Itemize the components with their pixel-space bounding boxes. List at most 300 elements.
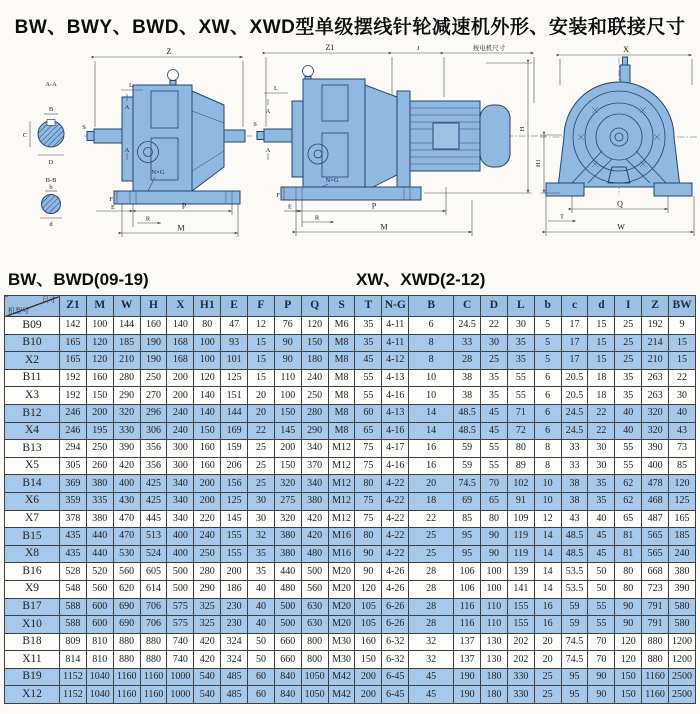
dim-cell: 25 [615, 317, 642, 335]
dim-cell: 480 [301, 545, 328, 563]
dim-cell: M6 [328, 317, 355, 335]
dim-cell: 250 [194, 545, 221, 563]
dim-cell: 565 [642, 545, 669, 563]
dim-cell: 200 [86, 404, 113, 422]
dim-cell: 380 [86, 475, 113, 493]
column-header-BW: BW [669, 296, 696, 317]
dim-cell: 600 [86, 616, 113, 634]
table-row-X11 [5, 651, 696, 669]
dim-cell: 70 [588, 633, 615, 651]
dim-cell: 30 [669, 387, 696, 405]
dim-cell: 90 [274, 334, 301, 352]
dim-cell: 4-22 [382, 545, 409, 563]
dim-Q: Q [617, 199, 623, 209]
cut-A-top: A [124, 104, 130, 111]
drawing-bwd-motor-view [253, 43, 546, 236]
dim-cell: 40 [248, 616, 275, 634]
dim-cell: 8 [534, 457, 561, 475]
dim-cell: 430 [113, 492, 140, 510]
dim-cell: M8 [328, 404, 355, 422]
dimension-table [4, 295, 696, 704]
dim-cell: 4-26 [382, 580, 409, 598]
dim-cell: 202 [507, 651, 534, 669]
dim-cell: 280 [113, 369, 140, 387]
dim-cell: 380 [669, 563, 696, 581]
column-header-D: D [481, 296, 508, 317]
dim-cell: 50 [248, 651, 275, 669]
dim-cell: M20 [328, 563, 355, 581]
dim-cell: 35 [588, 492, 615, 510]
dim-cell: 540 [194, 668, 221, 686]
dim-cell: 18 [588, 387, 615, 405]
dim-cell: 1000 [167, 686, 194, 704]
model-cell: B10 [5, 334, 60, 352]
dim-cell: 214 [642, 334, 669, 352]
dim-cell: 340 [167, 510, 194, 528]
dim-cell: 4-13 [382, 404, 409, 422]
dim-cell: 15 [588, 334, 615, 352]
column-header-Q: Q [301, 296, 328, 317]
dim-cell: 4-16 [382, 457, 409, 475]
dim-cell: 35 [615, 387, 642, 405]
column-header-H: H [140, 296, 167, 317]
dim-cell: 270 [140, 387, 167, 405]
dim-cell: 200 [167, 369, 194, 387]
dim-cell: 1160 [113, 668, 140, 686]
dim-cell: 105 [355, 598, 382, 616]
dim-cell: 740 [167, 651, 194, 669]
dim-cell: 20.5 [561, 387, 588, 405]
dim-cell: 246 [60, 422, 87, 440]
dim-cell: 73 [669, 440, 696, 458]
dim-cell: 105 [355, 616, 382, 634]
dim-cell: 250 [140, 369, 167, 387]
dim-cell: 165 [669, 510, 696, 528]
dim-cell: 4-22 [382, 492, 409, 510]
column-header-b: b [534, 296, 561, 317]
dim-cell: 14 [409, 422, 454, 440]
dim-cell: 119 [507, 545, 534, 563]
dim-cell: 340 [167, 492, 194, 510]
table-row-B13 [5, 440, 696, 458]
dim-cell: 90 [588, 686, 615, 704]
dim-cell: 137 [454, 633, 481, 651]
dim-cell: 6 [409, 317, 454, 335]
column-header-I: I [615, 296, 642, 317]
motor-size-note: 按电机尺寸 [472, 45, 506, 52]
dim-cell: 4-11 [382, 334, 409, 352]
dim-cell: 45 [481, 422, 508, 440]
dim-cell: 250 [301, 387, 328, 405]
dim-cell: 356 [140, 440, 167, 458]
dim-cell: 200 [355, 668, 382, 686]
dim-cell: 190 [140, 334, 167, 352]
dim-cell: 30 [248, 510, 275, 528]
dim-cell: 4-26 [382, 563, 409, 581]
dim-cell: 139 [507, 563, 534, 581]
reducer-drawings-svg [0, 41, 700, 265]
dim-cell: 6-32 [382, 633, 409, 651]
dim-cell: 160 [86, 369, 113, 387]
dim-cell: 275 [274, 492, 301, 510]
dim-cell: 1160 [642, 686, 669, 704]
dim-cell: M20 [328, 598, 355, 616]
model-cell: X6 [5, 492, 60, 510]
dim-cell: 18 [409, 492, 454, 510]
dim-cell: 305 [60, 457, 87, 475]
dim-cell: 280 [194, 563, 221, 581]
dim-cell: 190 [454, 668, 481, 686]
dim-cell: 141 [507, 580, 534, 598]
dim-cell: M12 [328, 492, 355, 510]
dim-R: R [145, 215, 151, 223]
dim-cell: 22 [669, 369, 696, 387]
dim-cell: 470 [113, 528, 140, 546]
dim-cell: 1160 [140, 686, 167, 704]
dim-cell: 106 [454, 563, 481, 581]
dim-E2: E [288, 203, 292, 211]
column-header-S: S [328, 296, 355, 317]
dim-cell: 390 [113, 440, 140, 458]
dim-cell: 588 [60, 616, 87, 634]
dim-L: L [129, 82, 133, 89]
dim-cell: 59 [454, 440, 481, 458]
dim-cell: 20 [248, 404, 275, 422]
dim-cell: 15 [588, 317, 615, 335]
dim-cell: 40 [248, 580, 275, 598]
dim-cell: 156 [221, 475, 248, 493]
dim-cell: 40 [615, 404, 642, 422]
table-row-B10 [5, 334, 696, 352]
dim-cell: 50 [588, 563, 615, 581]
corner-model-label: 机型号 [8, 307, 29, 315]
dim-cell: 55 [355, 387, 382, 405]
dim-cell: 320 [642, 404, 669, 422]
dim-cell: 723 [642, 580, 669, 598]
dim-cell: 151 [221, 387, 248, 405]
dim-X: X [623, 45, 629, 54]
dim-cell: 14 [534, 563, 561, 581]
dim-cell: 485 [221, 668, 248, 686]
column-header-W: W [113, 296, 140, 317]
dim-J: J [416, 45, 420, 52]
dim-cell: 6-26 [382, 598, 409, 616]
dim-cell: 1160 [113, 686, 140, 704]
dim-cell: M20 [328, 616, 355, 634]
dim-cell: 478 [642, 475, 669, 493]
dim-cell: 140 [194, 387, 221, 405]
dim-cell: 390 [669, 580, 696, 598]
dim-cell: 200 [194, 492, 221, 510]
dim-cell: 10 [534, 492, 561, 510]
cut-A2-bottom: A [265, 147, 271, 154]
dim-cell: 50 [248, 633, 275, 651]
dim-cell: 370 [301, 457, 328, 475]
dim-cell: 150 [615, 686, 642, 704]
dim-cell: 1040 [86, 686, 113, 704]
dim-cell: 1160 [140, 668, 167, 686]
dim-P2: P [371, 201, 377, 211]
dim-cell: 48.5 [561, 545, 588, 563]
dim-cell: 130 [481, 633, 508, 651]
dim-cell: 420 [301, 510, 328, 528]
model-cell: B17 [5, 598, 60, 616]
dim-cell: 630 [301, 616, 328, 634]
dim-cell: 100 [481, 563, 508, 581]
section-label-xw-xwd: XW、XWD(2-12) [356, 270, 486, 289]
dim-cell: 169 [221, 422, 248, 440]
dim-cell: 40 [588, 510, 615, 528]
dim-cell: 6 [534, 404, 561, 422]
dim-cell: 378 [60, 510, 87, 528]
dim-cell: 4-12 [382, 352, 409, 370]
dim-cell: 95 [454, 528, 481, 546]
dim-NxG2: N×G [325, 177, 339, 184]
dim-cell: 35 [507, 334, 534, 352]
dim-E: E [111, 204, 115, 211]
model-cell: X12 [5, 686, 60, 704]
dim-cell: 168 [167, 352, 194, 370]
dim-cell: 25 [248, 440, 275, 458]
dim-cell: 120 [669, 475, 696, 493]
dim-cell: 55 [615, 457, 642, 475]
table-row-B14 [5, 475, 696, 493]
dim-cell: 25 [248, 457, 275, 475]
dim-cell: 580 [669, 598, 696, 616]
dim-cell: 116 [454, 616, 481, 634]
dim-cell: 791 [642, 616, 669, 634]
model-cell: B12 [5, 404, 60, 422]
dim-cell: 614 [140, 580, 167, 598]
dim-cell: 690 [113, 616, 140, 634]
dim-cell: 400 [167, 528, 194, 546]
dim-cell: 560 [86, 580, 113, 598]
dim-cell: M30 [328, 633, 355, 651]
model-cell: B13 [5, 440, 60, 458]
dim-cell: 90 [355, 545, 382, 563]
dim-cell: 22 [248, 422, 275, 440]
dim-cell: 65 [355, 422, 382, 440]
section-bb-label: B-B [45, 177, 57, 184]
dim-cell: 45 [588, 545, 615, 563]
dim-cell: M16 [328, 545, 355, 563]
dim-cell: 150 [615, 668, 642, 686]
dim-cell: 25 [534, 668, 561, 686]
dim-cell: 809 [60, 633, 87, 651]
dim-cell: 320 [274, 475, 301, 493]
dim-cell: 605 [140, 563, 167, 581]
dim-cell: 35 [481, 369, 508, 387]
column-header-M: M [86, 296, 113, 317]
dim-cell: 74.5 [561, 633, 588, 651]
column-header-N-G: N-G [382, 296, 409, 317]
dim-cell: 425 [140, 475, 167, 493]
dim-cell: 74.5 [561, 651, 588, 669]
model-cell: B16 [5, 563, 60, 581]
dim-cell: 40 [669, 404, 696, 422]
dim-cell: 359 [60, 492, 87, 510]
dim-cell: 55 [615, 440, 642, 458]
dim-cell: 100 [86, 317, 113, 335]
dim-cell: 220 [194, 510, 221, 528]
dim-cell: 62 [615, 475, 642, 493]
dim-cell: 150 [274, 404, 301, 422]
dim-cell: 35 [248, 545, 275, 563]
dim-cell: 60 [248, 686, 275, 704]
dim-cell: 420 [194, 651, 221, 669]
dim-cell: 524 [140, 545, 167, 563]
corner-cell [5, 296, 60, 317]
dim-cell: 8 [409, 352, 454, 370]
dim-cell: 14 [409, 404, 454, 422]
dim-cell: 320 [274, 510, 301, 528]
dim-cell: 420 [301, 528, 328, 546]
dim-cell: 20 [409, 475, 454, 493]
dim-cell: 55 [355, 369, 382, 387]
dim-cell: 45 [588, 528, 615, 546]
dim-cell: 668 [642, 563, 669, 581]
dim-cell: 390 [642, 440, 669, 458]
dim-cell: 440 [86, 528, 113, 546]
dim-cell: 80 [507, 440, 534, 458]
dim-F: F [109, 196, 113, 203]
dim-cell: 168 [167, 334, 194, 352]
dim-cell: 59 [561, 616, 588, 634]
table-row-B18 [5, 633, 696, 651]
dim-cell: 30 [507, 317, 534, 335]
dim-cell: 80 [194, 317, 221, 335]
dim-cell: 17 [561, 317, 588, 335]
table-row-X7 [5, 510, 696, 528]
dim-cell: 10 [534, 475, 561, 493]
dim-cell: 296 [140, 404, 167, 422]
dim-cell: 14 [534, 545, 561, 563]
model-cell: X2 [5, 352, 60, 370]
dim-cell: 230 [221, 616, 248, 634]
dim-cell: 90 [274, 352, 301, 370]
dim-cell: 90 [481, 545, 508, 563]
dim-cell: 80 [355, 475, 382, 493]
model-cell: B11 [5, 369, 60, 387]
dim-cell: 190 [454, 686, 481, 704]
model-cell: X5 [5, 457, 60, 475]
dim-R2: R [314, 214, 320, 222]
dim-cell: 190 [140, 352, 167, 370]
table-row-B12 [5, 404, 696, 422]
dim-cell: 25 [409, 528, 454, 546]
dim-cell: 320 [113, 404, 140, 422]
dim-cell: 500 [274, 598, 301, 616]
dim-cell: 300 [167, 440, 194, 458]
dim-cell: 15 [248, 369, 275, 387]
dim-cell: 575 [167, 616, 194, 634]
dim-cell: M12 [328, 457, 355, 475]
dim-cell: 90 [355, 563, 382, 581]
dim-cell: 40 [615, 422, 642, 440]
dim-cell: 840 [274, 668, 301, 686]
dim-cell: 330 [113, 422, 140, 440]
dim-cell: 630 [301, 598, 328, 616]
dim-cell: 25 [481, 352, 508, 370]
dim-cell: 53.5 [561, 580, 588, 598]
dim-cell: M16 [328, 528, 355, 546]
dim-cell: 400 [642, 457, 669, 475]
dim-cell: 185 [669, 528, 696, 546]
dim-cell: 125 [221, 369, 248, 387]
dim-cell: 72 [507, 422, 534, 440]
dim-cell: 487 [642, 510, 669, 528]
dim-cell: 80 [615, 580, 642, 598]
dim-cell: 330 [507, 668, 534, 686]
dim-cell: 89 [507, 457, 534, 475]
model-cell: X4 [5, 422, 60, 440]
dim-cell: 9 [669, 317, 696, 335]
dim-cell: 306 [140, 422, 167, 440]
dim-H1: H1 [535, 159, 542, 167]
dim-cell: 540 [194, 686, 221, 704]
dim-cell: 45 [481, 404, 508, 422]
dim-cell: 144 [221, 404, 248, 422]
section-headings [0, 265, 700, 293]
dim-cell: 71 [507, 404, 534, 422]
dim-D: D [48, 159, 54, 166]
dim-cell: 4-22 [382, 510, 409, 528]
dim-cell: 4-22 [382, 475, 409, 493]
dim-cell: 120 [86, 334, 113, 352]
dim-cell: 150 [355, 651, 382, 669]
dim-cell: 400 [167, 545, 194, 563]
dim-cell: 45 [409, 668, 454, 686]
dim-cell: 28 [409, 598, 454, 616]
dim-cell: 15 [248, 352, 275, 370]
dim-cell: 75 [355, 457, 382, 475]
dim-cell: 76 [274, 317, 301, 335]
dim-cell: 35 [355, 317, 382, 335]
dim-cell: 880 [113, 633, 140, 651]
dim-cell: 2500 [669, 668, 696, 686]
dim-cell: 30 [248, 492, 275, 510]
dim-cell: 180 [301, 352, 328, 370]
dim-cell: 22 [588, 404, 615, 422]
dim-cell: 1152 [60, 668, 87, 686]
dim-cell: 45 [355, 352, 382, 370]
dim-cell: 1200 [669, 651, 696, 669]
dim-cell: 30 [588, 457, 615, 475]
dim-cell: 116 [454, 598, 481, 616]
table-row-X8 [5, 545, 696, 563]
dim-cell: 6-45 [382, 686, 409, 704]
section-label-bw-bwd: BW、BWD(09-19) [8, 270, 149, 289]
dim-cell: 210 [642, 352, 669, 370]
dim-cell: 620 [113, 580, 140, 598]
dim-cell: 20 [534, 633, 561, 651]
dim-cell: 500 [167, 563, 194, 581]
dim-cell: 380 [301, 492, 328, 510]
model-cell: X3 [5, 387, 60, 405]
dim-cell: 300 [167, 457, 194, 475]
dim-cell: 290 [194, 580, 221, 598]
model-cell: X7 [5, 510, 60, 528]
dim-cell: 880 [113, 651, 140, 669]
dim-cell: 246 [60, 404, 87, 422]
dim-cell: 206 [221, 457, 248, 475]
technical-drawings [0, 41, 700, 265]
cut-A2-top: A [265, 108, 271, 115]
dim-cell: 6 [534, 387, 561, 405]
dim-cell: 33 [561, 457, 588, 475]
dim-cell: 320 [642, 422, 669, 440]
model-cell: X10 [5, 616, 60, 634]
